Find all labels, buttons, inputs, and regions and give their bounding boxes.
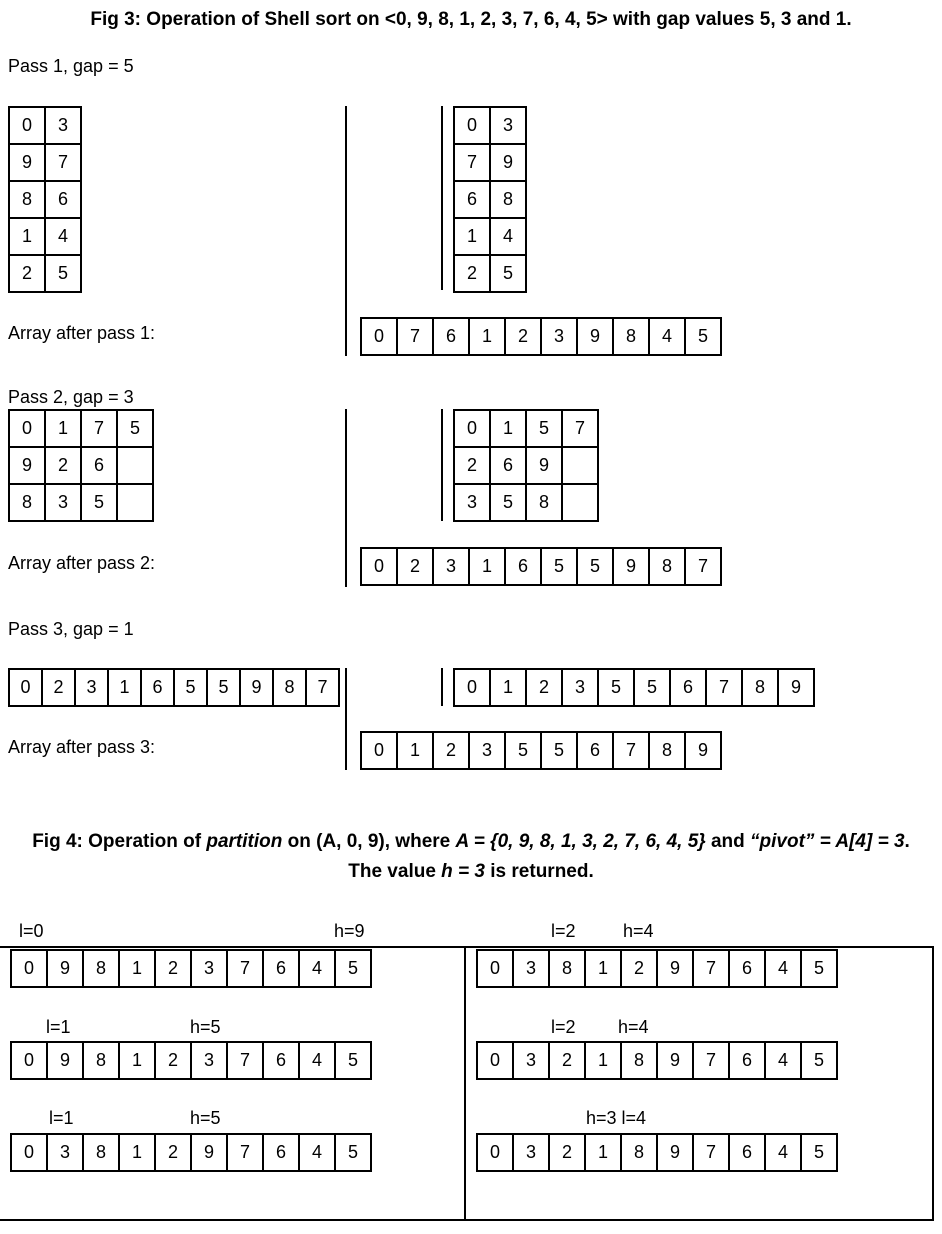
step4-l-label: l=2 xyxy=(551,921,576,941)
step5-array xyxy=(476,1041,838,1080)
grid-cell: 1 xyxy=(119,950,155,987)
fig4-subtitle-h: h = 3 xyxy=(441,861,485,882)
grid-cell: 2 xyxy=(454,447,490,484)
grid-cell: 9 xyxy=(613,548,649,585)
grid-cell: 1 xyxy=(585,950,621,987)
grid-cell: 8 xyxy=(742,669,778,706)
grid-cell: 7 xyxy=(685,548,721,585)
step3-h-label: h=5 xyxy=(190,1108,221,1128)
step5-l-label: l=2 xyxy=(551,1017,576,1037)
grid-cell: 9 xyxy=(47,1042,83,1079)
grid-cell: 5 xyxy=(685,318,721,355)
grid-cell: 7 xyxy=(306,669,339,706)
grid-cell: 5 xyxy=(598,669,634,706)
grid-cell: 1 xyxy=(585,1042,621,1079)
step1-array xyxy=(10,949,372,988)
grid-cell: 7 xyxy=(45,144,81,181)
grid-cell: 6 xyxy=(505,548,541,585)
grid-cell: 3 xyxy=(562,669,598,706)
fig4-title-end: . xyxy=(904,831,910,852)
pass2-after-grid xyxy=(453,409,599,522)
grid-cell: 2 xyxy=(549,1042,585,1079)
fig4-title-set: A = {0, 9, 8, 1, 3, 2, 7, 6, 4, 5} xyxy=(455,831,706,852)
grid-cell: 3 xyxy=(47,1134,83,1171)
grid-cell: 0 xyxy=(361,548,397,585)
grid-cell: 0 xyxy=(361,318,397,355)
grid-cell: 6 xyxy=(729,1042,765,1079)
grid-cell: 9 xyxy=(526,447,562,484)
fig4-title-fn: partition xyxy=(206,831,283,852)
grid-cell: 8 xyxy=(526,484,562,521)
grid-row xyxy=(9,484,153,521)
grid-row xyxy=(11,1042,371,1079)
grid-row xyxy=(9,669,339,706)
grid-cell: 2 xyxy=(454,255,490,292)
grid-cell: 6 xyxy=(81,447,117,484)
grid-cell: 0 xyxy=(454,410,490,447)
grid-cell: 9 xyxy=(47,950,83,987)
grid-cell: 6 xyxy=(45,181,81,218)
grid-cell: 0 xyxy=(477,950,513,987)
fig4-frame-top xyxy=(0,946,934,948)
grid-cell: 5 xyxy=(801,950,837,987)
grid-cell: 1 xyxy=(108,669,141,706)
pass3-after-marker xyxy=(441,668,443,706)
fig4-title-prefix: Fig 4: Operation of xyxy=(32,831,207,852)
grid-cell: 3 xyxy=(45,484,81,521)
grid-cell: 7 xyxy=(397,318,433,355)
grid-cell: 0 xyxy=(477,1042,513,1079)
grid-cell: 7 xyxy=(227,950,263,987)
step6-array xyxy=(476,1133,838,1172)
step1-l-label: l=0 xyxy=(19,921,44,941)
pass2-divider xyxy=(345,409,347,587)
grid-cell: 6 xyxy=(577,732,613,769)
grid-cell: 1 xyxy=(454,218,490,255)
fig4-title-mid: on (A, 0, 9), where xyxy=(282,831,456,852)
grid-cell: 4 xyxy=(765,1134,801,1171)
grid-cell: 3 xyxy=(490,107,526,144)
pass1-after-marker xyxy=(441,106,443,290)
pass1-divider xyxy=(345,106,347,356)
fig4-frame-right xyxy=(932,946,934,1221)
grid-cell: 3 xyxy=(454,484,490,521)
fig4-subtitle xyxy=(0,860,942,884)
grid-cell: 6 xyxy=(263,1134,299,1171)
grid-row xyxy=(9,144,81,181)
grid-cell: 8 xyxy=(649,548,685,585)
grid-row xyxy=(454,410,598,447)
grid-cell: 3 xyxy=(541,318,577,355)
grid-cell: 2 xyxy=(42,669,75,706)
grid-cell: 5 xyxy=(490,255,526,292)
grid-cell: 5 xyxy=(801,1042,837,1079)
pass3-divider xyxy=(345,668,347,770)
grid-cell: 0 xyxy=(477,1134,513,1171)
pass1-before-grid xyxy=(8,106,82,293)
grid-cell: 7 xyxy=(693,1042,729,1079)
step4-array xyxy=(476,949,838,988)
grid-cell: 5 xyxy=(335,1134,371,1171)
grid-cell: 1 xyxy=(469,548,505,585)
grid-cell: 6 xyxy=(263,1042,299,1079)
step3-l-label: l=1 xyxy=(49,1108,74,1128)
grid-cell: 6 xyxy=(263,950,299,987)
fig4-frame-bottom xyxy=(0,1219,934,1221)
grid-cell: 2 xyxy=(45,447,81,484)
grid-row xyxy=(361,732,721,769)
grid-cell: 0 xyxy=(11,1134,47,1171)
pass2-after-marker xyxy=(441,409,443,521)
grid-cell: 1 xyxy=(119,1042,155,1079)
step6-hl-label: h=3 l=4 xyxy=(586,1108,647,1128)
grid-cell: 4 xyxy=(299,950,335,987)
grid-cell: 6 xyxy=(729,950,765,987)
grid-cell: 0 xyxy=(454,669,490,706)
grid-cell: 7 xyxy=(227,1134,263,1171)
grid-cell: 5 xyxy=(45,255,81,292)
grid-cell: 0 xyxy=(454,107,490,144)
grid-cell: 8 xyxy=(549,950,585,987)
grid-cell: 5 xyxy=(526,410,562,447)
grid-cell: 9 xyxy=(778,669,814,706)
grid-cell: 2 xyxy=(397,548,433,585)
grid-cell: 8 xyxy=(9,484,45,521)
grid-cell: 3 xyxy=(513,1042,549,1079)
grid-cell xyxy=(562,484,598,521)
grid-cell: 9 xyxy=(490,144,526,181)
grid-cell: 2 xyxy=(526,669,562,706)
grid-cell: 0 xyxy=(9,410,45,447)
grid-cell: 8 xyxy=(490,181,526,218)
grid-row xyxy=(454,484,598,521)
step1-h-label: h=9 xyxy=(334,921,365,941)
grid-cell: 6 xyxy=(141,669,174,706)
grid-cell: 5 xyxy=(634,669,670,706)
step3-array xyxy=(10,1133,372,1172)
fig4-frame-middle xyxy=(464,946,466,1221)
pass2-array-label: Array after pass 2: xyxy=(8,553,156,573)
grid-row xyxy=(361,548,721,585)
grid-cell: 3 xyxy=(191,1042,227,1079)
grid-row xyxy=(9,181,81,218)
grid-cell: 8 xyxy=(83,950,119,987)
grid-cell: 0 xyxy=(11,950,47,987)
grid-cell: 9 xyxy=(685,732,721,769)
grid-row xyxy=(454,181,526,218)
fig4-title xyxy=(0,830,942,854)
grid-cell: 9 xyxy=(657,1134,693,1171)
grid-cell: 2 xyxy=(9,255,45,292)
grid-cell: 5 xyxy=(174,669,207,706)
grid-cell: 5 xyxy=(207,669,240,706)
grid-cell: 2 xyxy=(155,1134,191,1171)
grid-cell: 7 xyxy=(693,1134,729,1171)
pass3-label: Pass 3, gap = 1 xyxy=(8,619,134,639)
grid-cell: 1 xyxy=(119,1134,155,1171)
grid-cell: 8 xyxy=(613,318,649,355)
grid-cell: 9 xyxy=(9,447,45,484)
pass1-array xyxy=(360,317,722,356)
grid-cell: 7 xyxy=(454,144,490,181)
grid-cell: 1 xyxy=(490,410,526,447)
pass3-before-array xyxy=(8,668,340,707)
grid-cell: 5 xyxy=(490,484,526,521)
pass2-before-grid xyxy=(8,409,154,522)
grid-cell: 7 xyxy=(693,950,729,987)
grid-row xyxy=(11,1134,371,1171)
grid-cell: 7 xyxy=(227,1042,263,1079)
step4-h-label: h=4 xyxy=(623,921,654,941)
grid-cell: 3 xyxy=(45,107,81,144)
grid-cell: 3 xyxy=(433,548,469,585)
grid-cell: 3 xyxy=(513,1134,549,1171)
grid-row xyxy=(9,447,153,484)
grid-cell: 0 xyxy=(9,669,42,706)
fig4-title-pivot: “pivot” = A[4] = 3 xyxy=(750,831,905,852)
grid-cell: 3 xyxy=(469,732,505,769)
grid-cell: 2 xyxy=(505,318,541,355)
fig4-subtitle-suffix: is returned. xyxy=(485,861,594,882)
grid-cell: 5 xyxy=(505,732,541,769)
grid-cell: 8 xyxy=(649,732,685,769)
pass3-after-array xyxy=(453,668,815,707)
grid-cell xyxy=(117,447,153,484)
grid-cell: 5 xyxy=(335,1042,371,1079)
grid-cell: 8 xyxy=(621,1134,657,1171)
step5-h-label: h=4 xyxy=(618,1017,649,1037)
grid-cell: 7 xyxy=(81,410,117,447)
grid-row xyxy=(477,1134,837,1171)
grid-cell: 2 xyxy=(433,732,469,769)
grid-cell: 2 xyxy=(549,1134,585,1171)
grid-cell: 8 xyxy=(83,1134,119,1171)
grid-cell xyxy=(562,447,598,484)
grid-cell: 4 xyxy=(299,1042,335,1079)
grid-cell: 6 xyxy=(433,318,469,355)
grid-cell: 2 xyxy=(621,950,657,987)
grid-cell: 4 xyxy=(299,1134,335,1171)
fig4-subtitle-prefix: The value xyxy=(348,861,442,882)
grid-cell: 9 xyxy=(191,1134,227,1171)
grid-cell: 3 xyxy=(513,950,549,987)
step2-h-label: h=5 xyxy=(190,1017,221,1037)
grid-cell: 4 xyxy=(765,950,801,987)
fig4-title-and: and xyxy=(705,831,751,852)
pass1-array-label: Array after pass 1: xyxy=(8,323,156,343)
grid-cell: 4 xyxy=(649,318,685,355)
pass2-array xyxy=(360,547,722,586)
grid-cell: 8 xyxy=(9,181,45,218)
grid-cell: 9 xyxy=(657,1042,693,1079)
grid-cell: 4 xyxy=(490,218,526,255)
grid-cell: 8 xyxy=(621,1042,657,1079)
grid-row xyxy=(454,447,598,484)
grid-cell: 9 xyxy=(9,144,45,181)
grid-row xyxy=(361,318,721,355)
pass3-array-label: Array after pass 3: xyxy=(8,737,156,757)
grid-cell: 5 xyxy=(335,950,371,987)
step2-l-label: l=1 xyxy=(46,1017,71,1037)
grid-cell: 6 xyxy=(670,669,706,706)
grid-cell: 5 xyxy=(117,410,153,447)
grid-cell: 9 xyxy=(657,950,693,987)
grid-cell: 6 xyxy=(490,447,526,484)
grid-cell xyxy=(117,484,153,521)
grid-cell: 6 xyxy=(454,181,490,218)
grid-cell: 0 xyxy=(9,107,45,144)
grid-cell: 9 xyxy=(240,669,273,706)
grid-cell: 5 xyxy=(541,732,577,769)
grid-cell: 8 xyxy=(273,669,306,706)
grid-cell: 1 xyxy=(45,410,81,447)
grid-row xyxy=(9,107,81,144)
grid-cell: 1 xyxy=(585,1134,621,1171)
grid-row xyxy=(454,144,526,181)
grid-cell: 5 xyxy=(541,548,577,585)
grid-row xyxy=(477,950,837,987)
grid-row xyxy=(454,218,526,255)
grid-cell: 7 xyxy=(613,732,649,769)
grid-cell: 1 xyxy=(469,318,505,355)
pass3-array xyxy=(360,731,722,770)
grid-cell: 4 xyxy=(45,218,81,255)
grid-cell: 1 xyxy=(397,732,433,769)
grid-cell: 9 xyxy=(577,318,613,355)
grid-cell: 6 xyxy=(729,1134,765,1171)
grid-cell: 3 xyxy=(75,669,108,706)
pass1-after-grid xyxy=(453,106,527,293)
pass2-label: Pass 2, gap = 3 xyxy=(8,387,134,407)
grid-cell: 2 xyxy=(155,950,191,987)
grid-cell: 7 xyxy=(562,410,598,447)
grid-cell: 0 xyxy=(361,732,397,769)
pass1-label: Pass 1, gap = 5 xyxy=(8,56,134,76)
grid-cell: 5 xyxy=(577,548,613,585)
grid-row xyxy=(11,950,371,987)
grid-row xyxy=(454,255,526,292)
grid-row xyxy=(454,669,814,706)
grid-row xyxy=(9,410,153,447)
grid-cell: 5 xyxy=(801,1134,837,1171)
grid-cell: 8 xyxy=(83,1042,119,1079)
grid-cell: 3 xyxy=(191,950,227,987)
grid-row xyxy=(9,255,81,292)
grid-cell: 4 xyxy=(765,1042,801,1079)
grid-cell: 2 xyxy=(155,1042,191,1079)
grid-row xyxy=(454,107,526,144)
grid-row xyxy=(477,1042,837,1079)
grid-cell: 1 xyxy=(490,669,526,706)
step2-array xyxy=(10,1041,372,1080)
grid-cell: 0 xyxy=(11,1042,47,1079)
grid-row xyxy=(9,218,81,255)
grid-cell: 5 xyxy=(81,484,117,521)
grid-cell: 1 xyxy=(9,218,45,255)
fig3-title: Fig 3: Operation of Shell sort on <0, 9, 8, 1, 2, 3, 7, 6, 4, 5> with gap values 5, 3 and 1. xyxy=(90,9,852,30)
grid-cell: 7 xyxy=(706,669,742,706)
